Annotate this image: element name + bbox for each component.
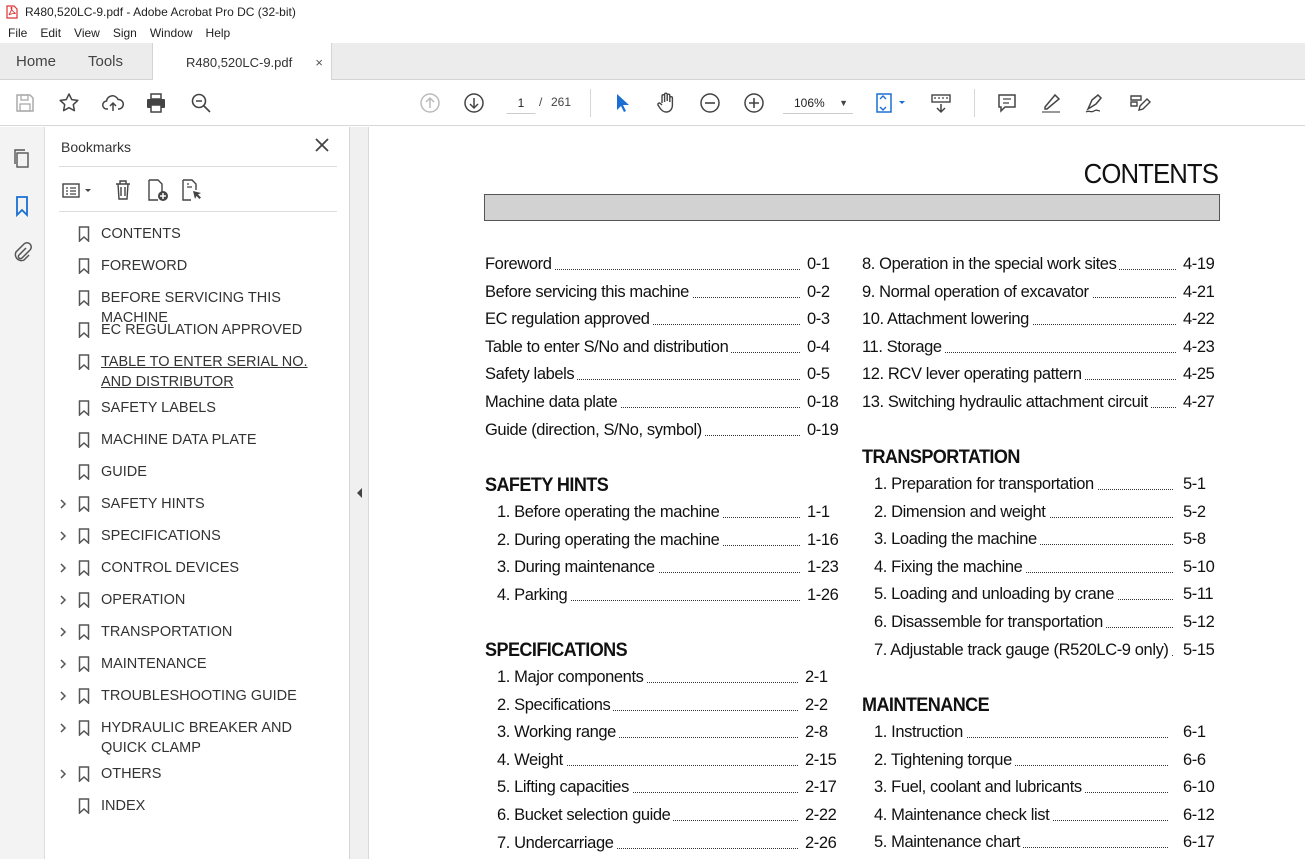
toc-entry-page: 2-1	[805, 668, 828, 686]
tab-document[interactable]	[152, 43, 332, 81]
toc-entry-title: 2. Dimension and weight	[874, 503, 1049, 521]
menu-view[interactable]: View	[74, 26, 100, 40]
tab-home[interactable]	[0, 43, 76, 80]
toc-entry-title: 3. During maintenance	[497, 558, 658, 576]
toc-entry-page: 0-4	[807, 337, 830, 356]
bookmark-flag-icon	[78, 464, 90, 480]
window-titlebar	[0, 0, 1305, 23]
bookmark-star-icon[interactable]	[57, 91, 81, 115]
toc-entry-page: 5-11	[1183, 585, 1214, 604]
chevron-right-icon[interactable]	[58, 559, 68, 577]
page-title: CONTENTS	[1083, 158, 1218, 189]
toc-entry-page: 5-10	[1183, 557, 1215, 576]
toc-entry[interactable]	[862, 365, 1228, 384]
toc-entry-title: Before servicing this machine	[485, 283, 692, 301]
toc-entry-title: 13. Switching hydraulic attachment circuit	[862, 393, 1151, 411]
toc-entry-title: 2. During operating the machine	[497, 531, 722, 549]
toc-entry[interactable]	[874, 613, 1228, 632]
bookmark-label: MAINTENANCE	[101, 656, 207, 672]
close-icon[interactable]	[313, 136, 331, 154]
toc-entry-title: 6. Bucket selection guide	[497, 806, 673, 824]
toc-entry-title: 5. Maintenance chart	[874, 833, 1023, 851]
chevron-right-icon[interactable]	[58, 591, 68, 609]
toc-entry-title: 3. Loading the machine	[874, 530, 1040, 548]
toc-entry-title: 1. Instruction	[874, 723, 966, 741]
panel-divider	[59, 166, 337, 167]
toc-section-heading: SPECIFICATIONS	[485, 640, 628, 661]
window-title: R480,520LC-9.pdf - Adobe Acrobat Pro DC (32-bit)	[25, 4, 296, 19]
chevron-right-icon[interactable]	[58, 655, 68, 673]
bookmark-label: HYDRAULIC BREAKER AND QUICK CLAMP	[101, 720, 292, 756]
toc-entry-page: 6-6	[1183, 750, 1206, 769]
previous-page-icon[interactable]	[418, 91, 442, 115]
toc-entry-page: 1-26	[807, 585, 839, 604]
print-icon[interactable]	[144, 91, 168, 115]
menu-edit[interactable]: Edit	[40, 26, 62, 40]
toc-entry[interactable]	[862, 393, 1228, 412]
bookmarks-panel-icon[interactable]	[10, 194, 34, 218]
toc-entry-title: 10. Attachment lowering	[862, 310, 1032, 328]
toc-entry-page: 0-18	[807, 393, 839, 411]
toc-section-heading: MAINTENANCE	[862, 695, 990, 716]
toc-entry[interactable]	[874, 585, 1228, 604]
toc-entry-title: 12. RCV lever operating pattern	[862, 365, 1085, 383]
toc-entry-page: 1-1	[807, 503, 830, 521]
toc-entry[interactable]	[862, 310, 1228, 329]
toc-entry-page: 5-12	[1183, 613, 1215, 631]
bookmark-label: CONTROL DEVICES	[101, 560, 240, 576]
chevron-right-icon[interactable]	[58, 765, 68, 783]
toc-entry-title: 11. Storage	[862, 338, 945, 356]
toc-entry-title: Foreword	[485, 255, 555, 273]
toc-entry-title: 1. Before operating the machine	[497, 503, 722, 521]
zoom-in-icon[interactable]	[742, 91, 766, 115]
bookmark-flag-icon	[78, 560, 90, 576]
toc-entry[interactable]	[874, 530, 1228, 549]
redact-edit-icon[interactable]	[1127, 91, 1151, 115]
toc-entry-page: 2-17	[805, 778, 837, 797]
bookmark-flag-icon	[78, 528, 90, 544]
toc-entry-title: Table to enter S/No and distribution	[485, 338, 731, 356]
bookmark-label: SAFETY HINTS	[101, 496, 205, 512]
chevron-right-icon[interactable]	[58, 687, 68, 705]
navigation-rail	[0, 127, 45, 859]
bookmark-label: CONTENTS	[101, 226, 181, 242]
toc-entry[interactable]	[485, 421, 852, 440]
toc-entry[interactable]	[874, 475, 1228, 494]
tab-document-label: R480,520LC-9.pdf	[186, 54, 293, 70]
toc-entry-title: 5. Lifting capacities	[497, 778, 632, 796]
new-bookmark-icon[interactable]	[145, 178, 171, 202]
toc-entry-page: 5-8	[1183, 530, 1206, 549]
toc-entry[interactable]	[874, 751, 1228, 770]
title-bar-rule	[484, 194, 1220, 221]
bookmark-label: FOREWORD	[101, 258, 188, 274]
bookmark-flag-icon	[78, 656, 90, 672]
tab-bar	[0, 43, 1305, 80]
toc-entry-page: 2-2	[805, 695, 828, 714]
hand-tool-icon[interactable]	[654, 91, 678, 115]
bookmark-options-icon[interactable]	[61, 178, 95, 202]
toc-entry-page: 2-22	[805, 806, 837, 824]
bookmark-label: OTHERS	[101, 766, 162, 782]
attachments-icon[interactable]	[10, 240, 34, 264]
toc-entry-page: 1-16	[807, 530, 839, 549]
toc-entry-title: 2. Tightening torque	[874, 751, 1015, 769]
bookmark-label: INDEX	[101, 798, 146, 814]
toc-section-heading: SAFETY HINTS	[485, 475, 609, 496]
toc-entry[interactable]	[485, 310, 852, 329]
zoom-level-value: 106%	[794, 96, 825, 110]
toc-entry-title: EC regulation approved	[485, 310, 653, 328]
bookmark-flag-icon	[78, 400, 90, 416]
toc-entry-page: 6-12	[1183, 805, 1215, 824]
bookmark-flag-icon	[78, 354, 90, 370]
toc-entry[interactable]	[485, 393, 852, 412]
bookmark-flag-icon	[78, 766, 90, 782]
fit-page-icon[interactable]	[874, 91, 910, 115]
bookmarks-title: Bookmarks	[61, 139, 132, 155]
page-number-input[interactable]: 1	[506, 92, 536, 114]
toc-entry-page: 4-23	[1183, 337, 1215, 356]
toc-entry-page: 4-19	[1183, 255, 1215, 273]
toc-entry-page: 6-10	[1183, 778, 1215, 797]
collapse-panel-icon[interactable]	[355, 487, 363, 499]
bookmark-label: TRANSPORTATION	[101, 624, 233, 640]
bookmark-flag-icon	[78, 720, 90, 736]
toc-entry-title: 3. Fuel, coolant and lubricants	[874, 778, 1085, 796]
panel-splitter[interactable]	[350, 127, 369, 859]
toc-entry-title: 7. Undercarriage	[497, 834, 617, 852]
toc-entry[interactable]	[497, 834, 850, 853]
toc-entry-title: 1. Major components	[497, 668, 646, 686]
toc-entry-page: 4-21	[1183, 282, 1215, 301]
page-thumbnails-icon[interactable]	[10, 147, 34, 171]
next-page-icon[interactable]	[462, 91, 486, 115]
menu-help[interactable]: Help	[205, 26, 231, 40]
bookmark-label: TROUBLESHOOTING GUIDE	[101, 688, 297, 704]
toc-entry[interactable]	[497, 586, 852, 605]
toc-entry[interactable]	[485, 255, 852, 274]
zoom-search-icon[interactable]	[189, 91, 213, 115]
toc-entry[interactable]	[862, 255, 1228, 274]
select-cursor-icon[interactable]	[610, 91, 634, 115]
bookmark-label: EC REGULATION APPROVED	[101, 322, 303, 338]
sign-pen-icon[interactable]	[1083, 91, 1107, 115]
tab-tools[interactable]	[76, 43, 152, 80]
toc-entry-title: 4. Parking	[497, 586, 570, 604]
bookmark-flag-icon	[78, 226, 90, 242]
toc-entry-title: 2. Specifications	[497, 696, 613, 714]
toc-entry[interactable]	[874, 641, 1228, 660]
toc-entry[interactable]	[874, 723, 1228, 742]
bookmark-flag-icon	[78, 432, 90, 448]
delete-bookmark-icon[interactable]	[111, 178, 135, 202]
scroll-mode-icon[interactable]	[929, 91, 953, 115]
bookmark-flag-icon	[78, 798, 90, 814]
bookmark-label: SPECIFICATIONS	[101, 528, 221, 544]
toc-entry-page: 5-15	[1183, 640, 1215, 659]
toc-entry-title: 6. Disassemble for transportation	[874, 613, 1106, 631]
highlight-pen-icon[interactable]	[1039, 91, 1063, 115]
zoom-level-select[interactable]	[783, 92, 853, 114]
toc-entry-page: 1-23	[807, 558, 839, 577]
menu-bar	[0, 23, 1305, 43]
menu-file[interactable]: File	[8, 26, 28, 40]
toc-entry-page: 0-3	[807, 310, 830, 329]
toc-entry-title: 1. Preparation for transportation	[874, 475, 1097, 493]
toc-entry-title: 4. Weight	[497, 751, 566, 769]
bookmark-flag-icon	[78, 258, 90, 274]
toc-entry[interactable]	[497, 696, 850, 715]
menu-sign[interactable]: Sign	[112, 26, 137, 40]
toc-entry[interactable]	[497, 558, 852, 577]
toc-entry-page: 0-2	[807, 282, 830, 301]
toc-entry-page: 4-22	[1183, 310, 1215, 329]
toc-entry-title: 3. Working range	[497, 723, 619, 741]
chevron-right-icon[interactable]	[58, 495, 68, 513]
toc-entry[interactable]	[874, 778, 1228, 797]
comment-icon[interactable]	[995, 91, 1019, 115]
chevron-down-icon: ▼	[839, 98, 848, 108]
toc-entry-title: Machine data plate	[485, 393, 620, 411]
toc-entry-page: 6-1	[1183, 723, 1206, 741]
upload-cloud-icon[interactable]	[101, 91, 125, 115]
toc-entry[interactable]	[874, 503, 1228, 522]
toc-entry-page: 4-25	[1183, 365, 1215, 384]
toc-entry[interactable]	[497, 503, 852, 522]
panel-divider	[59, 211, 337, 212]
bookmark-flag-icon	[78, 496, 90, 512]
close-tab-icon[interactable]: ×	[315, 54, 323, 70]
toc-entry-page: 5-1	[1183, 475, 1206, 493]
toc-entry[interactable]	[497, 668, 850, 687]
tab-home-label: Home	[16, 53, 57, 70]
toc-entry[interactable]	[874, 806, 1228, 825]
toc-entry[interactable]	[485, 365, 852, 384]
document-view	[370, 127, 1305, 859]
toc-entry[interactable]	[497, 723, 850, 742]
main-toolbar	[0, 80, 1305, 126]
bookmark-flag-icon	[78, 688, 90, 704]
toc-entry-title: 4. Fixing the machine	[874, 558, 1025, 576]
save-icon[interactable]	[13, 91, 37, 115]
menu-window[interactable]: Window	[149, 26, 193, 40]
toc-entry[interactable]	[485, 283, 852, 302]
toc-entry[interactable]	[485, 338, 852, 357]
toc-entry-title: 9. Normal operation of excavator	[862, 283, 1092, 301]
page-total: 261	[551, 95, 572, 109]
toc-entry-page: 4-27	[1183, 393, 1215, 411]
find-bookmark-icon[interactable]	[179, 178, 205, 202]
toc-entry-title: 4. Maintenance check list	[874, 806, 1052, 824]
toc-entry-title: Safety labels	[485, 365, 577, 383]
toc-entry[interactable]	[497, 778, 850, 797]
toc-entry[interactable]	[497, 751, 850, 770]
toc-entry-page: 5-2	[1183, 502, 1206, 521]
toolbar-divider	[974, 89, 975, 117]
bookmark-flag-icon	[78, 592, 90, 608]
tab-tools-label: Tools	[88, 53, 124, 70]
bookmark-flag-icon	[78, 322, 90, 338]
bookmark-label: BEFORE SERVICING THIS MACHINE	[101, 290, 281, 326]
toc-entry[interactable]	[497, 806, 850, 825]
bookmark-label: TABLE TO ENTER SERIAL NO. AND DISTRIBUTOR	[101, 354, 308, 390]
chevron-right-icon[interactable]	[58, 527, 68, 545]
toc-entry-page: 2-26	[805, 833, 837, 852]
bookmark-flag-icon	[78, 624, 90, 640]
bookmarks-panel	[45, 127, 350, 859]
toc-entry[interactable]	[874, 558, 1228, 577]
toc-entry[interactable]	[862, 283, 1228, 302]
bookmark-label: OPERATION	[101, 592, 186, 608]
chevron-right-icon[interactable]	[58, 719, 68, 737]
toc-entry[interactable]	[497, 531, 852, 550]
toc-entry-page: 0-5	[807, 365, 830, 384]
toc-entry-page: 0-1	[807, 255, 830, 273]
toc-entry-page: 6-17	[1183, 833, 1215, 852]
toc-entry-title: 8. Operation in the special work sites	[862, 255, 1119, 273]
bookmark-label: MACHINE DATA PLATE	[101, 432, 257, 448]
toc-entry[interactable]	[874, 833, 1228, 852]
toc-section-heading: TRANSPORTATION	[862, 447, 1020, 468]
bookmark-label: GUIDE	[101, 464, 147, 480]
toc-entry-title: 7. Adjustable track gauge (R520LC-9 only)	[874, 641, 1172, 659]
acrobat-app-icon	[6, 5, 18, 19]
zoom-out-icon[interactable]	[698, 91, 722, 115]
chevron-right-icon[interactable]	[58, 623, 68, 641]
toc-entry-page: 2-15	[805, 750, 837, 769]
bookmark-flag-icon	[78, 290, 90, 306]
page-separator: /	[539, 95, 543, 109]
toc-entry[interactable]	[862, 338, 1228, 357]
toc-entry-page: 2-8	[805, 723, 828, 742]
toolbar-divider	[590, 89, 591, 117]
toc-entry-page: 0-19	[807, 420, 839, 439]
toc-entry-title: 5. Loading and unloading by crane	[874, 585, 1117, 603]
toc-entry-title: Guide (direction, S/No, symbol)	[485, 421, 705, 439]
bookmark-label: SAFETY LABELS	[101, 400, 216, 416]
